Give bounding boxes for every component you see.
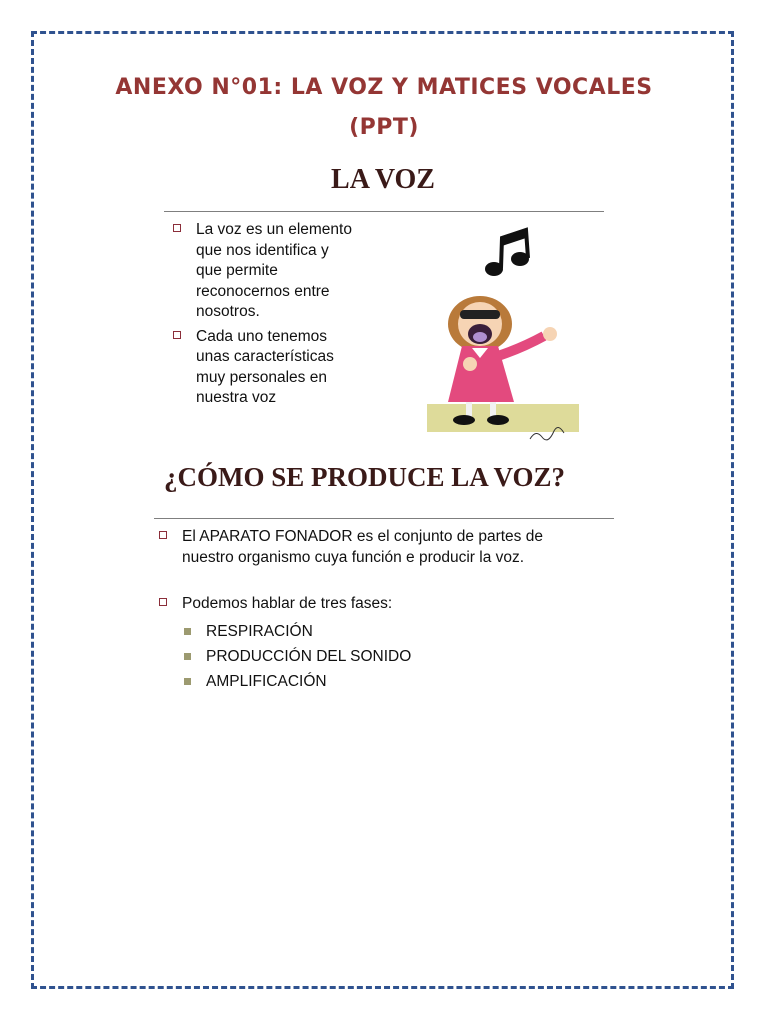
bullet-line: muy personales en [196,368,327,386]
slide-como-se-produce [150,456,620,712]
phase-label: PRODUCCIÓN DEL SONIDO [206,647,412,665]
phase-item [182,669,616,694]
bullet-square-icon [159,531,167,539]
bullet-line: Cada uno tenemos [196,327,327,345]
bullet-line: Podemos hablar de tres fases: [182,595,393,612]
bullet-line: nosotros. [196,303,260,320]
slide1-bullet-list [170,220,410,409]
bullet-line: que permite [196,262,278,279]
bullet-line: El APARATO FONADOR es el conjunto de partes de [182,528,543,545]
bullet-line: nuestra voz [196,389,277,406]
bullet-line: que nos identifica y [196,241,329,259]
bullet-line: unas características [196,348,334,365]
title-line-2: (PPT) [349,115,419,140]
phase-item [182,619,616,644]
slide-la-voz [152,160,614,450]
phase-label: RESPIRACIÓN [206,622,313,640]
slide2-bullet-list [156,527,616,694]
slide2-title: ¿CÓMO SE PRODUCE LA VOZ? [164,462,566,492]
phase-list [182,619,616,694]
sub-bullet-square-icon [184,653,191,660]
slide1-bullet [170,220,410,323]
slide1-title-rule [164,211,604,212]
sub-bullet-square-icon [184,628,191,635]
bullet-square-icon [173,224,181,232]
slide2-bullet [156,527,616,568]
music-note-icon [485,230,529,276]
bullet-line: La voz es un elemento [196,221,352,238]
slide1-title: LA VOZ [331,164,435,195]
phase-label: AMPLIFICACIÓN [206,672,327,690]
singing-girl-illustration [422,224,582,449]
document-title [60,68,708,148]
slide1-bullet [170,327,410,409]
bullet-line: reconocernos entre [196,282,330,300]
slide2-bullet [156,594,616,694]
bullet-square-icon [159,598,167,606]
phase-item [182,644,616,669]
title-line-1: ANEXO N°01: LA VOZ Y MATICES VOCALES [115,75,653,100]
bullet-square-icon [173,331,181,339]
slide2-title-rule [154,518,614,519]
bullet-line: nuestro organismo cuya función e producir la voz. [182,548,525,566]
sub-bullet-square-icon [184,678,191,685]
